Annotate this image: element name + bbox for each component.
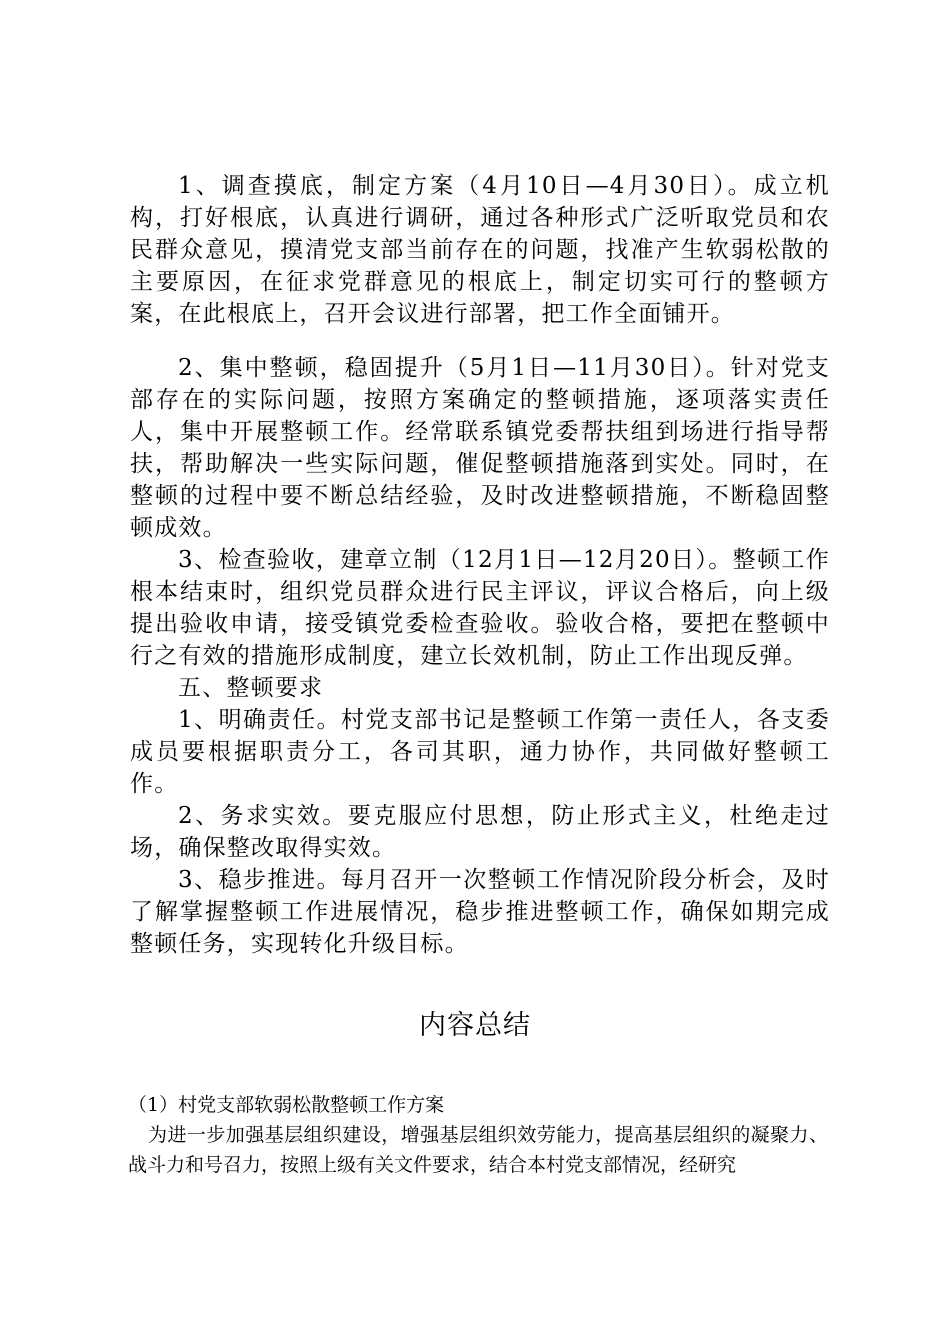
paragraph-spacer [130,330,830,352]
paragraph-requirement-1: 1、明确责任。村党支部书记是整顿工作第一责任人，各支委成员要根据职责分工，各司其职，通力协作，共同做好整顿工作。 [130,707,830,797]
paragraph-requirement-2: 2、务求实效。要克服应付思想，防止形式主义，杜绝走过场，确保整改取得实效。 [130,803,830,861]
paragraph-step-1: 1、调查摸底，制定方案（4月10日—4月30日）。成立机构，打好根底，认真进行调研，通过各种形式广泛听取党员和农民群众意见，摸清党支部当前存在的问题，找准产生软弱松散的主要原因，在征求党群意见的根底上，制定切实可行的整顿方案，在此根底上，召开会议进行部署，把工作全面铺开。 [130,173,830,327]
summary-paragraph: 为进一步加强基层组织建设，增强基层组织效劳能力，提高基层组织的凝聚力、战斗力和号召力，按照上级有关文件要求，结合本村党支部情况，经研究 [128,1124,828,1176]
summary-heading: （1）村党支部软弱松散整顿工作方案 [128,1094,445,1116]
section-heading-requirements: 五、整顿要求 [178,675,324,701]
paragraph-step-3: 3、检查验收，建章立制（12月1日—12月20日）。整顿工作根本结束时，组织党员群众进行民主评议，评议合格后，向上级提出验收申请，接受镇党委检查验收。验收合格，要把在整顿中行之有效的措施形成制度，建立长效机制，防止工作出现反弹。 [130,547,830,669]
paragraph-requirement-3: 3、稳步推进。每月召开一次整顿工作情况阶段分析会，及时了解掌握整顿工作进展情况，稳步推进整顿工作，确保如期完成整顿任务，实现转化升级目标。 [130,867,830,957]
document-body [130,170,830,960]
paragraph-step-2: 2、集中整顿，稳固提升（5月1日—11月30日）。针对党支部存在的实际问题，按照方案确定的整顿措施，逐项落实责任人，集中开展整顿工作。经常联系镇党委帮扶组到场进行指导帮扶，帮助解决一些实际问题，催促整顿措施落到实处。同时，在整顿的过程中要不断总结经验，及时改进整顿措施，不断稳固整顿成效。 [130,355,830,541]
summary-section [128,1090,828,1180]
summary-title: 内容总结 [419,1010,531,1041]
